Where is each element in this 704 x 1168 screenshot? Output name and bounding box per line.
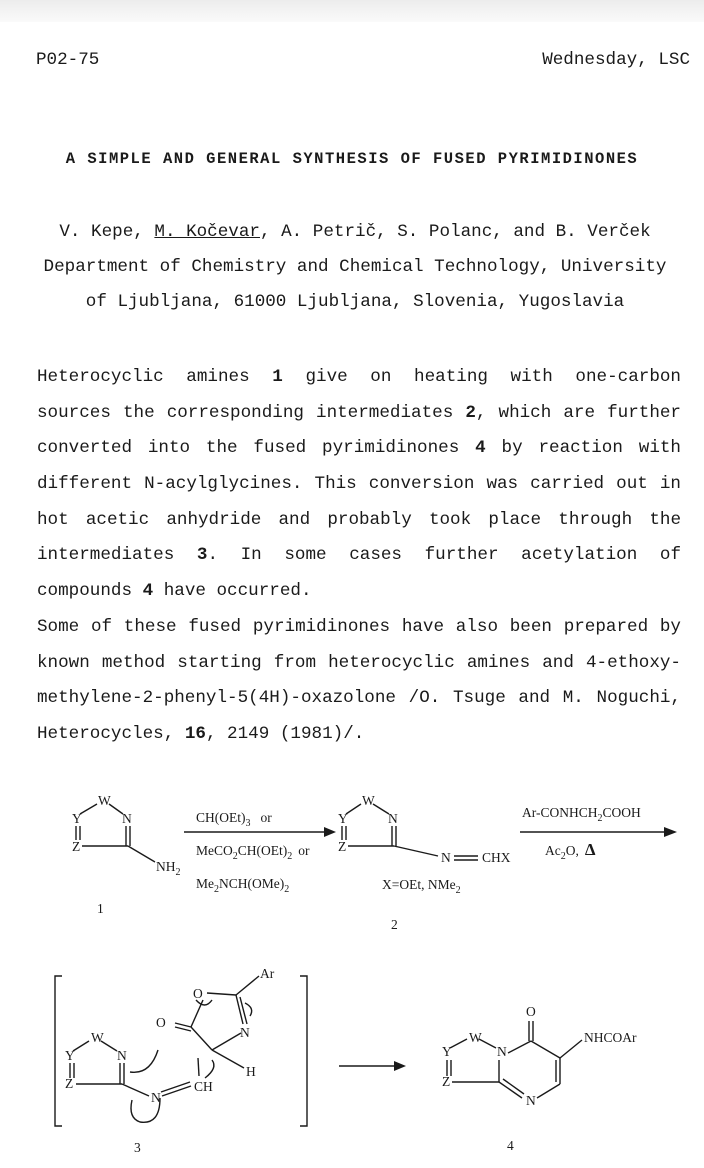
electron-arrow-icon [130, 1050, 158, 1072]
affiliation-line-2: of Ljubljana, 61000 Ljubljana, Slovenia, Yugoslavia [85, 292, 625, 312]
svg-text:Ac2O,Δ: $Ac_2O$, Δ [545, 840, 596, 862]
svg-text:Ar-CONHCH2COOH: $Ar-CONHCH_2COOH$ [522, 805, 641, 824]
svg-text:N: N [388, 811, 398, 826]
amino-group: $NH_2$ [156, 859, 181, 878]
atom-n: N [122, 811, 132, 826]
svg-text:N: N [441, 850, 451, 865]
abstract-text: by reaction with [485, 438, 681, 459]
svg-text:Y: Y [65, 1048, 75, 1063]
svg-text:O: O [526, 1004, 536, 1019]
abstract-text: Some of these fused pyrimidinones have also been prepared by [37, 616, 681, 637]
compound-number: 4 [142, 581, 154, 602]
svg-text:W: W [91, 1030, 104, 1045]
paper-title: A SIMPLE AND GENERAL SYNTHESIS OF FUSED PYRIMIDINONES [65, 150, 639, 168]
abstract-text: give on heating with one-carbon [282, 367, 681, 387]
svg-text:Y: Y [442, 1044, 452, 1059]
abstract-text: converted into the fused pyrimidinones [37, 438, 476, 459]
compound-label-3: 3 [134, 1140, 141, 1155]
compound-number: 2 [465, 402, 476, 423]
svg-text:N: N [526, 1093, 536, 1108]
abstract-text: Heterocyclic amines [37, 367, 273, 387]
svg-text:Z: Z [65, 1076, 74, 1091]
svg-text:N: N [117, 1048, 127, 1063]
svg-text:MeCO2CH(OEt)2or: $MeCO_2CH(OEt)_2$ or [196, 843, 310, 862]
svg-text:H: H [246, 1064, 256, 1079]
abstract-text: methylene-2-phenyl-5(4H)-oxazolone /O. Tsuge and M. Noguchi, [37, 688, 681, 709]
svg-text:O: O [193, 986, 203, 1001]
svg-text:Ar: Ar [260, 966, 275, 981]
svg-text:W: W [469, 1030, 482, 1045]
compound-label-2: 2 [391, 917, 398, 932]
step-1-reagents [184, 810, 336, 895]
abstract-text: hot acetic anhydride and probably took place through the [37, 509, 681, 530]
abstract-text: , 2149 (1981)/. [205, 723, 365, 744]
svg-text:Me2NCH(OMe)2: $Me_2NCH(OMe)_2$ [196, 876, 290, 895]
heat-delta-icon: Δ [584, 840, 596, 859]
abstract-text: , which are further [475, 402, 681, 423]
atom-w: W [98, 793, 111, 808]
intermediate-3 [55, 966, 307, 1155]
svg-text:N: N [497, 1044, 507, 1059]
session-label: Wednesday, LSC [542, 50, 690, 70]
svg-text:O: O [156, 1015, 166, 1030]
compound-number: 16 [184, 723, 206, 744]
abstract-code: P02-75 [36, 50, 100, 70]
step-2-reagents [520, 805, 677, 862]
affiliation-line-1: Department of Chemistry and Chemical Technology, University [43, 257, 667, 277]
abstract-text: compounds [37, 581, 143, 602]
compound-label-4: 4 [507, 1138, 514, 1153]
compound-1 [72, 793, 181, 916]
electron-arrow-icon [205, 1060, 214, 1078]
compound-label-1: 1 [97, 901, 104, 916]
svg-text:W: W [362, 793, 375, 808]
abstract-text: have occurred. [153, 581, 312, 602]
compound-number: 4 [475, 438, 486, 459]
abstract-text: Heterocycles, [37, 723, 185, 744]
compound-4 [442, 1004, 637, 1153]
left-bracket [55, 976, 62, 1126]
atom-y: Y [72, 811, 82, 826]
arrowhead-icon [664, 827, 677, 837]
svg-text:N: N [240, 1025, 250, 1040]
svg-text:Y: Y [338, 811, 348, 826]
abstract-text: different N-acylglycines. This conversion was carried out in [37, 474, 681, 495]
acylamino-group: NHCOAr [584, 1030, 637, 1045]
presenting-author: M. Kočevar [154, 222, 260, 242]
svg-text:CH(OEt)3or: $CH(OEt)_3$ or [196, 810, 272, 829]
compound-2 [338, 793, 511, 932]
electron-arrow-icon [245, 1003, 252, 1016]
arrowhead-icon [394, 1061, 406, 1071]
compound-number: 1 [272, 367, 283, 387]
svg-text:CH: CH [194, 1079, 213, 1094]
authors-after: , A. Petrič, S. Polanc, and B. Verček [259, 222, 651, 242]
right-bracket [300, 976, 307, 1126]
abstract-text: intermediates [37, 545, 197, 566]
authors-before: V. Kepe, [59, 222, 155, 242]
arrowhead-icon [324, 827, 336, 837]
atom-z: Z [72, 839, 81, 854]
svg-text:Z: Z [442, 1074, 451, 1089]
abstract-text: known method starting from heterocyclic amines and 4-ethoxy- [37, 652, 681, 673]
chx-group: CHX [482, 850, 511, 865]
x-definition: X=OEt, NMe$_2$ [382, 877, 461, 896]
svg-text:N: N [151, 1090, 161, 1105]
compound-number: 3 [196, 545, 208, 566]
abstract-text: sources the corresponding intermediates [37, 402, 466, 423]
svg-text:Z: Z [338, 839, 347, 854]
abstract-text: . In some cases further acetylation of [207, 545, 682, 566]
